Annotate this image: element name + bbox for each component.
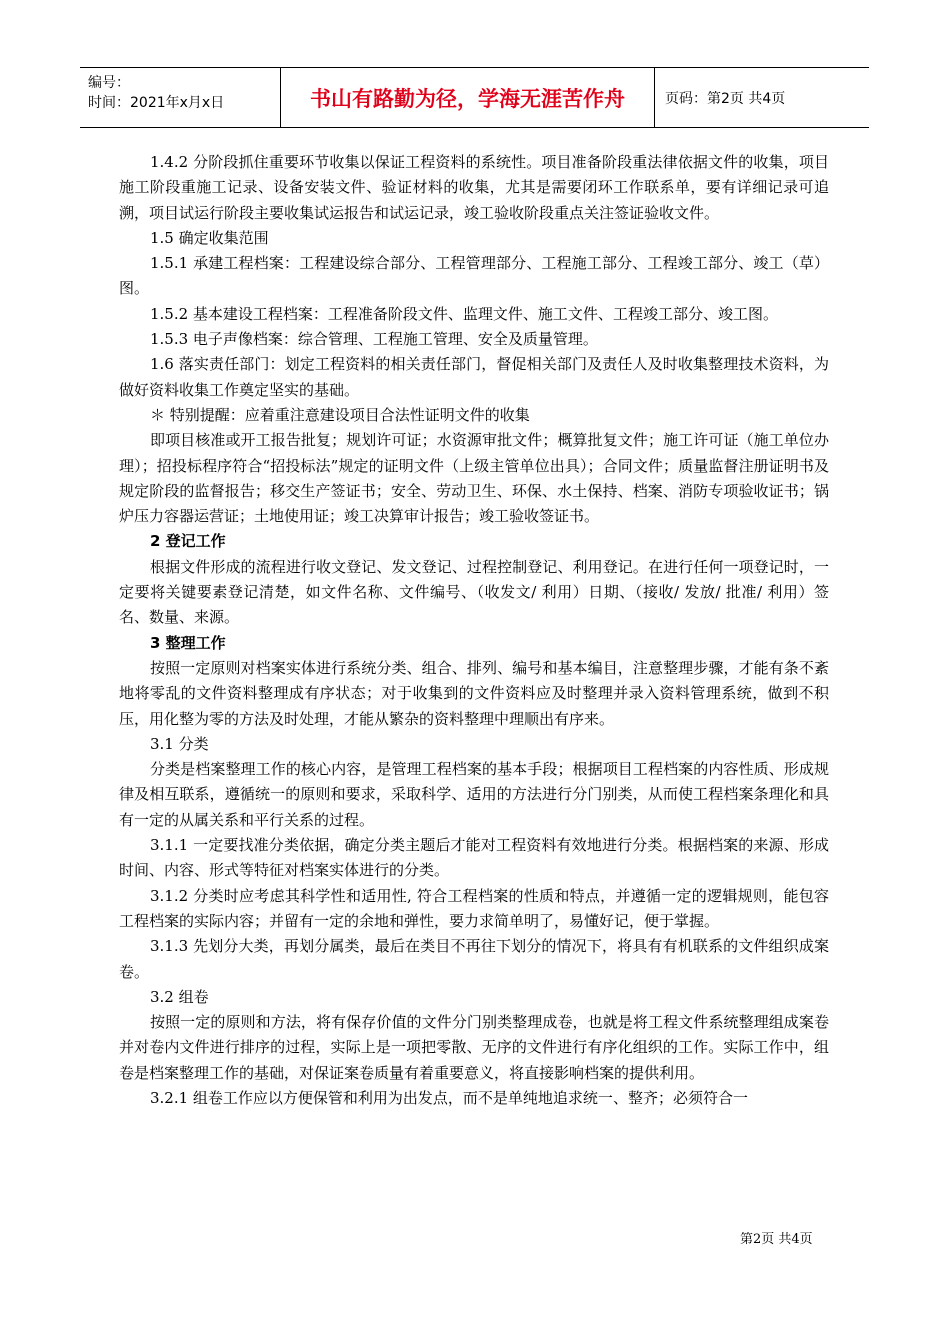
header-motto-cell — [281, 68, 655, 127]
section-heading: 2 登记工作 — [150, 532, 226, 551]
document-number-label: 编号： — [88, 75, 130, 91]
paragraph: 3.1.2 分类时应考虑其科学性和适用性, 符合工程档案的性质和特点，并遵循一定的逻辑规则，能包容工程档案的实际内容；并留有一定的余地和弹性，要力求简单明了，易懂好记，便于掌握。 — [119, 886, 829, 930]
header-page-cell — [655, 68, 869, 127]
paragraph: 1.5.3 电子声像档案：综合管理、工程施工管理、安全及质量管理。 — [150, 330, 598, 349]
paragraph: 3.1.1 一定要找准分类依据，确定分类主题后才能对工程资料有效地进行分类。根据档案的来源、形成时间、内容、形式等特征对档案实体进行的分类。 — [119, 836, 829, 880]
paragraph: 3.1.3 先划分大类，再划分属类，最后在类目不再往下划分的情况下，将具有有机联系的文件组织成案卷。 — [119, 937, 829, 981]
paragraph: 3.1 分类 — [150, 734, 209, 753]
document-time-label: 时间：2021年x月x日 — [88, 95, 225, 111]
paragraph: 1.4.2 分阶段抓住重要环节收集以保证工程资料的系统性。项目准备阶段重法律依据文件的收集，项目施工阶段重施工记录、设备安装文件、验证材料的收集，尤其是需要闭环工作联系单，要有详细记录可追溯，项目试运行阶段主要收集试运报告和试运记录，竣工验收阶段重点关注签证验收文件。 — [119, 153, 829, 222]
paragraph: 1.5 确定收集范围 — [150, 228, 269, 247]
paragraph: 根据文件形成的流程进行收文登记、发文登记、过程控制登记、利用登记。在进行任何一项登记时，一定要将关键要素登记清楚，如文件名称、文件编号、（收发文/ 利用）日期、（接收/ 发放/ 批准/ 利用）签名、数量、来源。 — [119, 557, 829, 627]
page-footer — [740, 1228, 813, 1247]
document-body — [119, 150, 829, 1111]
paragraph: 1.5.1 承建工程档案：工程建设综合部分、工程管理部分、工程施工部分、工程竣工部分、竣工（草）图。 — [119, 254, 829, 298]
section-heading: 3 整理工作 — [150, 633, 226, 652]
header-meta — [80, 68, 281, 127]
paragraph: 1.5.2 基本建设工程档案：工程准备阶段文件、监理文件、施工文件、工程竣工部分、竣工图。 — [150, 304, 778, 323]
paragraph: 分类是档案整理工作的核心内容，是管理工程档案的基本手段；根据项目工程档案的内容性质、形成规律及相互联系，遵循统一的原则和要求，采取科学、适用的方法进行分门别类，从而使工程档案条理化和具有一定的从属关系和平行关系的过程。 — [119, 760, 829, 829]
paragraph: 3.2.1 组卷工作应以方便保管和利用为出发点，而不是单纯地追求统一、整齐；必须符合一 — [150, 1088, 748, 1107]
header-motto: 书山有路勤为径，学海无涯苦作舟 — [310, 86, 625, 111]
paragraph: 1.6 落实责任部门：划定工程资料的相关责任部门，督促相关部门及责任人及时收集整理技术资料，为做好资料收集工作奠定坚实的基础。 — [119, 355, 829, 399]
paragraph: ＊ 特别提醒：应着重注意建设项目合法性证明文件的收集 — [150, 405, 530, 424]
paragraph: 3.2 组卷 — [150, 987, 209, 1006]
page-header — [80, 67, 869, 128]
header-page-number: 页码：第2页 共4页 — [665, 90, 786, 107]
paragraph: 按照一定原则对档案实体进行系统分类、组合、排列、编号和基本编目，注意整理步骤，才能有条不紊地将零乱的文件资料整理成有序状态；对于收集到的文件资料应及时整理并录入资料管理系统，做到不积压，用化整为零的方法及时处理，才能从繁杂的资料整理中理顺出有序来。 — [119, 658, 829, 728]
paragraph: 即项目核准或开工报告批复；规划许可证；水资源审批文件；概算批复文件；施工许可证（施工单位办理）；招投标程序符合“招投标法”规定的证明文件（上级主管单位出具）；合同文件；质量监督注册证明书及规定阶段的监督报告；移交生产签证书；安全、劳动卫生、环保、水土保持、档案、消防专项验收证书；锅炉压力容器运营证；土地使用证；竣工决算审计报告；竣工验收签证书。 — [119, 431, 829, 526]
footer-page-number: 第2页 共4页 — [740, 1232, 813, 1247]
paragraph: 按照一定的原则和方法，将有保存价值的文件分门别类整理成卷，也就是将工程文件系统整理组成案卷并对卷内文件进行排序的过程，实际上是一项把零散、无序的文件进行有序化组织的工作。实际工作中，组卷是档案整理工作的基础，对保证案卷质量有着重要意义，将直接影响档案的提供利用。 — [119, 1013, 829, 1082]
